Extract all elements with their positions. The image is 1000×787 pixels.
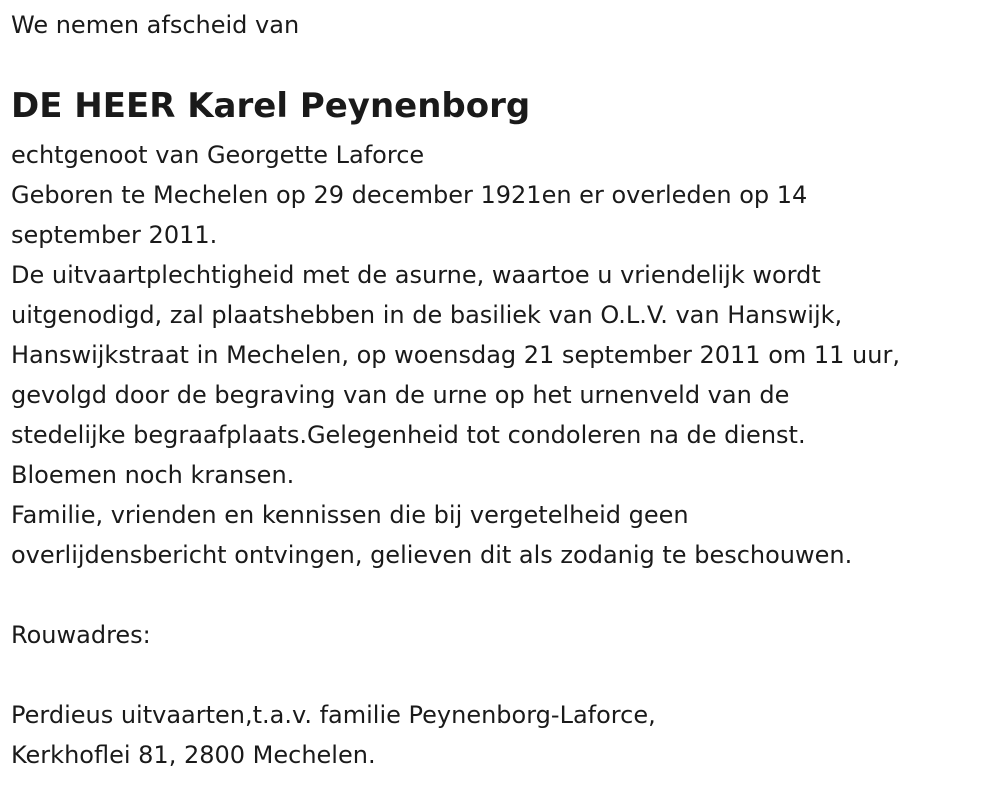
address-label: Rouwadres:	[11, 621, 151, 649]
spouse-line: echtgenoot van Georgette Laforce	[11, 141, 425, 169]
family-line: Familie, vrienden en kennissen die bij vergetelheid geen	[11, 501, 689, 529]
condolence-line: stedelijke begraafplaats.Gelegenheid tot condoleren na de dienst.	[11, 421, 806, 449]
ceremony-line: Hanswijkstraat in Mechelen, op woensdag 21 september 2011 om 11 uur,	[11, 341, 900, 369]
spacer	[11, 575, 986, 615]
birth-death-line-cont: september 2011.	[11, 221, 218, 249]
notice-body	[11, 135, 986, 775]
birth-death-line: Geboren te Mechelen op 29 december 1921en er overleden op 14	[11, 181, 808, 209]
flowers-line: Bloemen noch kransen.	[11, 461, 295, 489]
address-line: Kerkhoflei 81, 2800 Mechelen.	[11, 741, 376, 769]
ceremony-line: De uitvaartplechtigheid met de asurne, waartoe u vriendelijk wordt	[11, 261, 821, 289]
spacer	[11, 655, 986, 695]
intro-text: We nemen afscheid van	[11, 11, 300, 39]
address-line: Perdieus uitvaarten,t.a.v. familie Peynenborg-Laforce,	[11, 701, 656, 729]
burial-line: gevolgd door de begraving van de urne op het urnenveld van de	[11, 381, 790, 409]
deceased-name: DE HEER Karel Peynenborg	[11, 86, 531, 126]
ceremony-line: uitgenodigd, zal plaatshebben in de basiliek van O.L.V. van Hanswijk,	[11, 301, 843, 329]
family-line-cont: overlijdensbericht ontvingen, gelieven dit als zodanig te beschouwen.	[11, 541, 853, 569]
